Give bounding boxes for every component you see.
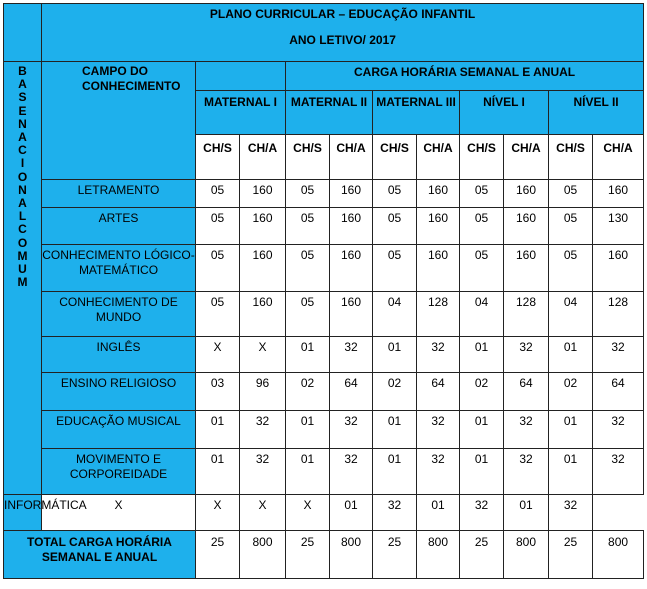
hours-cell: 160 bbox=[240, 245, 286, 292]
group-header: NÍVEL I bbox=[460, 91, 549, 135]
hours-cell: 01 bbox=[196, 449, 240, 495]
hours-cell: 160 bbox=[330, 245, 373, 292]
hours-cell: 05 bbox=[196, 292, 240, 337]
subject-row bbox=[4, 180, 644, 208]
side-label-letter: I bbox=[20, 156, 25, 171]
hours-cell: 160 bbox=[504, 208, 549, 245]
side-label-letter: C bbox=[18, 143, 27, 158]
hours-cell: 128 bbox=[504, 292, 549, 337]
hours-cell: 160 bbox=[593, 245, 644, 292]
subject-label: CONHECIMENTO LÓGICO-MATEMÁTICO bbox=[42, 245, 196, 292]
side-label bbox=[4, 62, 42, 495]
subject-row bbox=[4, 411, 644, 449]
total-cell: 800 bbox=[330, 531, 373, 579]
title-row bbox=[4, 4, 644, 62]
side-label-letter: N bbox=[18, 182, 27, 197]
corner-cell bbox=[4, 4, 42, 62]
hours-cell: 32 bbox=[373, 495, 417, 531]
sub-header: CH/A bbox=[504, 135, 549, 180]
total-cell: 25 bbox=[460, 531, 504, 579]
side-label-letter: M bbox=[17, 248, 28, 263]
side-label-letter: S bbox=[18, 90, 27, 105]
hours-cell: 32 bbox=[417, 337, 460, 373]
group-header: MATERNAL I bbox=[196, 91, 286, 135]
header-row-1 bbox=[4, 62, 644, 91]
hours-cell: 32 bbox=[330, 411, 373, 449]
hours-cell: 05 bbox=[460, 180, 504, 208]
subject-label: EDUCAÇÃO MUSICAL bbox=[42, 411, 196, 449]
total-cell: 800 bbox=[504, 531, 549, 579]
side-label-letter: O bbox=[17, 235, 28, 250]
hours-cell: 05 bbox=[549, 208, 593, 245]
campo-header: CAMPO DO CONHECIMENTO bbox=[42, 62, 196, 180]
sub-header: CH/S bbox=[460, 135, 504, 180]
sub-header: CH/A bbox=[417, 135, 460, 180]
hours-cell: 160 bbox=[330, 180, 373, 208]
hours-cell: 64 bbox=[330, 373, 373, 411]
hours-cell: 05 bbox=[460, 245, 504, 292]
hours-cell: 160 bbox=[417, 208, 460, 245]
total-cell: 25 bbox=[549, 531, 593, 579]
hours-cell: 04 bbox=[460, 292, 504, 337]
hours-cell: X bbox=[240, 337, 286, 373]
total-cell: 800 bbox=[593, 531, 644, 579]
total-cell: 25 bbox=[196, 531, 240, 579]
hours-cell: 32 bbox=[240, 449, 286, 495]
hours-cell: 05 bbox=[196, 245, 240, 292]
hours-cell: 05 bbox=[286, 208, 330, 245]
subject-label: INFORMÁTICA bbox=[4, 495, 42, 531]
subject-row bbox=[4, 208, 644, 245]
carga-spacer-cell bbox=[196, 62, 286, 91]
total-cell: 25 bbox=[373, 531, 417, 579]
group-header: MATERNAL III bbox=[373, 91, 460, 135]
hours-cell: 01 bbox=[460, 449, 504, 495]
subject-label: ARTES bbox=[42, 208, 196, 245]
side-label-letter: O bbox=[17, 169, 28, 184]
subject-row bbox=[4, 373, 644, 411]
hours-cell: 01 bbox=[460, 337, 504, 373]
hours-cell: 64 bbox=[593, 373, 644, 411]
side-label-letter: A bbox=[18, 77, 27, 92]
total-cell: 25 bbox=[286, 531, 330, 579]
sub-header: CH/S bbox=[549, 135, 593, 180]
subject-row bbox=[4, 449, 644, 495]
sub-header: CH/A bbox=[330, 135, 373, 180]
hours-cell: 05 bbox=[549, 245, 593, 292]
hours-cell: 160 bbox=[504, 245, 549, 292]
total-cell: 800 bbox=[240, 531, 286, 579]
side-label-letter: A bbox=[18, 196, 27, 211]
curriculum-table bbox=[3, 3, 644, 579]
hours-cell: 05 bbox=[460, 208, 504, 245]
side-label-text bbox=[4, 65, 41, 289]
hours-cell: X bbox=[196, 495, 240, 531]
hours-cell: 32 bbox=[330, 449, 373, 495]
side-label-letter: U bbox=[18, 262, 27, 277]
hours-cell: 05 bbox=[196, 180, 240, 208]
hours-cell: 32 bbox=[593, 449, 644, 495]
hours-cell: 02 bbox=[286, 373, 330, 411]
hours-cell: 01 bbox=[286, 449, 330, 495]
hours-cell: 160 bbox=[330, 292, 373, 337]
hours-cell: 64 bbox=[504, 373, 549, 411]
group-header: NÍVEL II bbox=[549, 91, 644, 135]
hours-cell: 01 bbox=[460, 411, 504, 449]
sub-header: CH/A bbox=[593, 135, 644, 180]
hours-cell: 05 bbox=[286, 245, 330, 292]
carga-header: CARGA HORÁRIA SEMANAL E ANUAL bbox=[286, 62, 644, 91]
sub-header: CH/S bbox=[373, 135, 417, 180]
hours-cell: 05 bbox=[196, 208, 240, 245]
side-label-letter: M bbox=[17, 275, 28, 290]
hours-cell: 32 bbox=[504, 337, 549, 373]
hours-cell: 02 bbox=[549, 373, 593, 411]
subject-label: CONHECIMENTO DE MUNDO bbox=[42, 292, 196, 337]
hours-cell: 32 bbox=[593, 337, 644, 373]
hours-cell: 05 bbox=[373, 180, 417, 208]
plan-title: PLANO CURRICULAR – EDUCAÇÃO INFANTIL bbox=[209, 7, 476, 21]
total-label: TOTAL CARGA HORÁRIA SEMANAL E ANUAL bbox=[4, 531, 196, 579]
group-header: MATERNAL II bbox=[286, 91, 373, 135]
hours-cell: X bbox=[42, 495, 196, 531]
subject-row bbox=[4, 337, 644, 373]
hours-cell: 160 bbox=[240, 180, 286, 208]
hours-cell: 01 bbox=[373, 449, 417, 495]
hours-cell: 01 bbox=[330, 495, 373, 531]
hours-cell: 02 bbox=[460, 373, 504, 411]
side-label-letter: N bbox=[18, 116, 27, 131]
school-year: ANO LETIVO/ 2017 bbox=[289, 33, 396, 47]
sub-header: CH/S bbox=[286, 135, 330, 180]
subject-label: INGLÊS bbox=[42, 337, 196, 373]
hours-cell: 96 bbox=[240, 373, 286, 411]
hours-cell: 32 bbox=[504, 449, 549, 495]
hours-cell: 01 bbox=[549, 449, 593, 495]
hours-cell: 03 bbox=[196, 373, 240, 411]
total-row bbox=[4, 531, 644, 579]
sub-header: CH/S bbox=[196, 135, 240, 180]
side-label-letter: B bbox=[18, 64, 27, 78]
hours-cell: 05 bbox=[286, 292, 330, 337]
subject-label: ENSINO RELIGIOSO bbox=[42, 373, 196, 411]
hours-cell: 32 bbox=[417, 449, 460, 495]
hours-cell: 128 bbox=[417, 292, 460, 337]
hours-cell: X bbox=[196, 337, 240, 373]
hours-cell: 160 bbox=[240, 208, 286, 245]
hours-cell: 32 bbox=[549, 495, 593, 531]
side-label-letter: E bbox=[18, 103, 27, 118]
side-label-letter: L bbox=[18, 209, 27, 224]
total-cell: 800 bbox=[417, 531, 460, 579]
hours-cell: 160 bbox=[417, 180, 460, 208]
hours-cell: 32 bbox=[240, 411, 286, 449]
hours-cell: 01 bbox=[196, 411, 240, 449]
hours-cell: 05 bbox=[373, 245, 417, 292]
title-cell bbox=[42, 4, 644, 62]
hours-cell: 32 bbox=[417, 411, 460, 449]
side-label-letter: A bbox=[18, 130, 27, 145]
hours-cell: 05 bbox=[286, 180, 330, 208]
hours-cell: X bbox=[286, 495, 330, 531]
hours-cell: 01 bbox=[417, 495, 460, 531]
hours-cell: 04 bbox=[373, 292, 417, 337]
curriculum-table-container bbox=[3, 3, 643, 586]
subject-row bbox=[4, 245, 644, 292]
hours-cell: 01 bbox=[373, 411, 417, 449]
subject-label: LETRAMENTO bbox=[42, 180, 196, 208]
hours-cell: 01 bbox=[286, 411, 330, 449]
hours-cell: 160 bbox=[330, 208, 373, 245]
subject-row bbox=[4, 292, 644, 337]
hours-cell: 32 bbox=[460, 495, 504, 531]
hours-cell: 130 bbox=[593, 208, 644, 245]
hours-cell: 01 bbox=[373, 337, 417, 373]
hours-cell: 02 bbox=[373, 373, 417, 411]
hours-cell: 01 bbox=[504, 495, 549, 531]
hours-cell: X bbox=[240, 495, 286, 531]
hours-cell: 32 bbox=[593, 411, 644, 449]
hours-cell: 04 bbox=[549, 292, 593, 337]
subject-label: MOVIMENTO E CORPOREIDADE bbox=[42, 449, 196, 495]
hours-cell: 32 bbox=[504, 411, 549, 449]
side-label-letter: C bbox=[18, 222, 27, 237]
hours-cell: 01 bbox=[549, 411, 593, 449]
hours-cell: 32 bbox=[330, 337, 373, 373]
hours-cell: 01 bbox=[549, 337, 593, 373]
subject-row bbox=[4, 495, 644, 531]
hours-cell: 128 bbox=[593, 292, 644, 337]
hours-cell: 01 bbox=[286, 337, 330, 373]
hours-cell: 05 bbox=[373, 208, 417, 245]
hours-cell: 160 bbox=[417, 245, 460, 292]
hours-cell: 160 bbox=[240, 292, 286, 337]
hours-cell: 64 bbox=[417, 373, 460, 411]
sub-header: CH/A bbox=[240, 135, 286, 180]
hours-cell: 05 bbox=[549, 180, 593, 208]
hours-cell: 160 bbox=[504, 180, 549, 208]
hours-cell: 160 bbox=[593, 180, 644, 208]
